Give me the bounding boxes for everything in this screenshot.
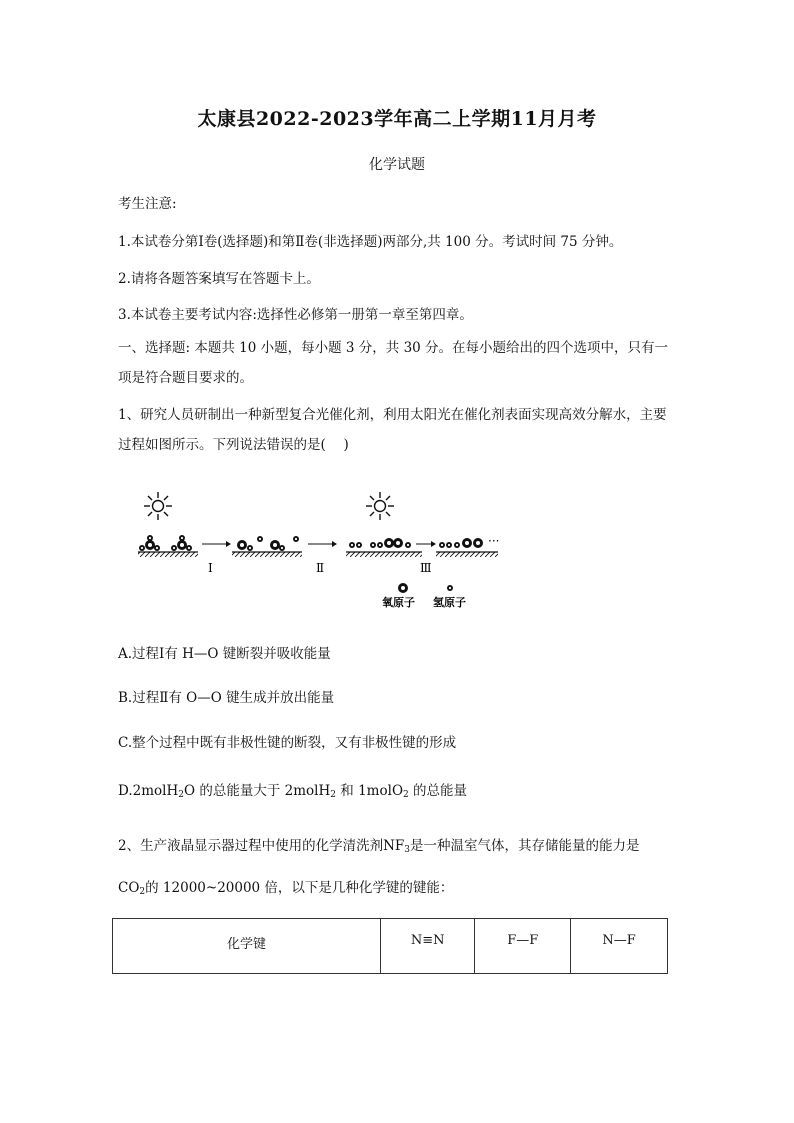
q1-option-b: B.过程Ⅱ有 O—O 键生成并放出能量 xyxy=(118,690,335,706)
table-header-nn-triple: N≡N xyxy=(381,919,475,974)
formula-nf3-sub: 3 xyxy=(404,845,411,855)
notice-item-2: 2.请将各题答案填写在答题卡上。 xyxy=(118,271,320,287)
stage-label-1: Ⅰ xyxy=(208,561,213,575)
stage-2-atoms xyxy=(349,538,411,548)
catalyst-surface-1 xyxy=(138,552,198,557)
formula-co2-sub: 2 xyxy=(139,887,146,897)
stage-3-atoms xyxy=(439,538,483,548)
formula-h2: H xyxy=(318,783,331,799)
water-splitting-figure xyxy=(130,482,510,612)
legend-oxygen-label: 氧原子 xyxy=(382,596,415,609)
notice-item-1: 1.本试卷分第Ⅰ卷(选择题)和第Ⅱ卷(非选择题)两部分,共 100 分。考试时间 75 分钟。 xyxy=(118,234,623,250)
formula-h2o-o: O xyxy=(184,783,196,799)
notice-item-3: 3.本试卷主要考试内容:选择性必修第一册第一章至第四章。 xyxy=(118,307,473,323)
option-d-prefix: D.2mol xyxy=(118,783,167,799)
stage-1-atoms xyxy=(237,536,299,551)
q1-option-d xyxy=(118,779,467,800)
ellipsis: ··· xyxy=(488,534,500,548)
table-header-ff: F—F xyxy=(475,919,571,974)
legend-hydrogen-icon xyxy=(447,585,453,591)
question-2-stem-line1 xyxy=(118,834,640,855)
bond-energy-table xyxy=(112,918,668,974)
arrow-1 xyxy=(202,541,231,547)
question-2-stem-line2 xyxy=(118,876,453,897)
formula-h2o-sub: 2 xyxy=(178,790,184,800)
stage-label-2: Ⅱ xyxy=(316,561,325,575)
formula-o2-sub: 2 xyxy=(403,790,409,800)
q2-stem-b: 是一种温室气体，其存储能量的能力是 xyxy=(410,838,640,854)
water-molecules xyxy=(139,535,192,551)
q1-option-c: C.整个过程中既有非极性键的断裂，又有非极性键的形成 xyxy=(118,735,457,751)
page-title: 太康县2022-2023学年高二上学期11月月考 xyxy=(197,108,597,130)
formula-co2: CO xyxy=(118,880,140,896)
q2-stem-c: 的 12000~20000 倍，以下是几种化学键的键能： xyxy=(145,880,454,896)
option-d-suffix: 的总能量 xyxy=(408,783,468,799)
question-1-stem: 1、研究人员研制出一种新型复合光催化剂，利用太阳光在催化剂表面实现高效分解水，主要过程如图所示。下列说法错误的是( ) xyxy=(118,407,667,453)
section-intro: 一、选择题: 本题共 10 小题，每小题 3 分，共 30 分。在每小题给出的四个选项中，只有一项是符合题目要求的。 xyxy=(118,340,669,386)
catalyst-surface-2 xyxy=(232,552,302,557)
stage-label-3: Ⅲ xyxy=(420,561,432,575)
option-d-mid: 的总能量大于 2mol xyxy=(195,783,319,799)
legend-hydrogen-label: 氢原子 xyxy=(433,596,466,609)
table-header-bond: 化学键 xyxy=(113,919,381,974)
catalyst-surface-3 xyxy=(346,552,422,557)
formula-nf3: NF xyxy=(383,838,405,854)
legend-oxygen-icon xyxy=(398,583,408,593)
page-subtitle: 化学试题 xyxy=(369,157,425,173)
sun-icon-2 xyxy=(366,492,394,520)
q2-stem-a: 2、生产液晶显示器过程中使用的化学清洗剂 xyxy=(118,838,384,854)
table-header-nf: N—F xyxy=(571,919,668,974)
arrow-3 xyxy=(416,541,436,547)
formula-h2-sub: 2 xyxy=(330,790,337,800)
q1-option-a: A.过程Ⅰ有 H—O 键断裂并吸收能量 xyxy=(118,646,331,662)
formula-o2: O xyxy=(391,783,404,799)
sun-icon-1 xyxy=(144,492,172,520)
arrow-2 xyxy=(308,541,337,547)
catalyst-surface-4 xyxy=(436,552,498,557)
table-row xyxy=(113,919,668,974)
formula-h2o-h: H xyxy=(166,783,179,799)
option-d-mid2: 和 1mol xyxy=(336,783,392,799)
notice-heading: 考生注意: xyxy=(118,196,177,212)
